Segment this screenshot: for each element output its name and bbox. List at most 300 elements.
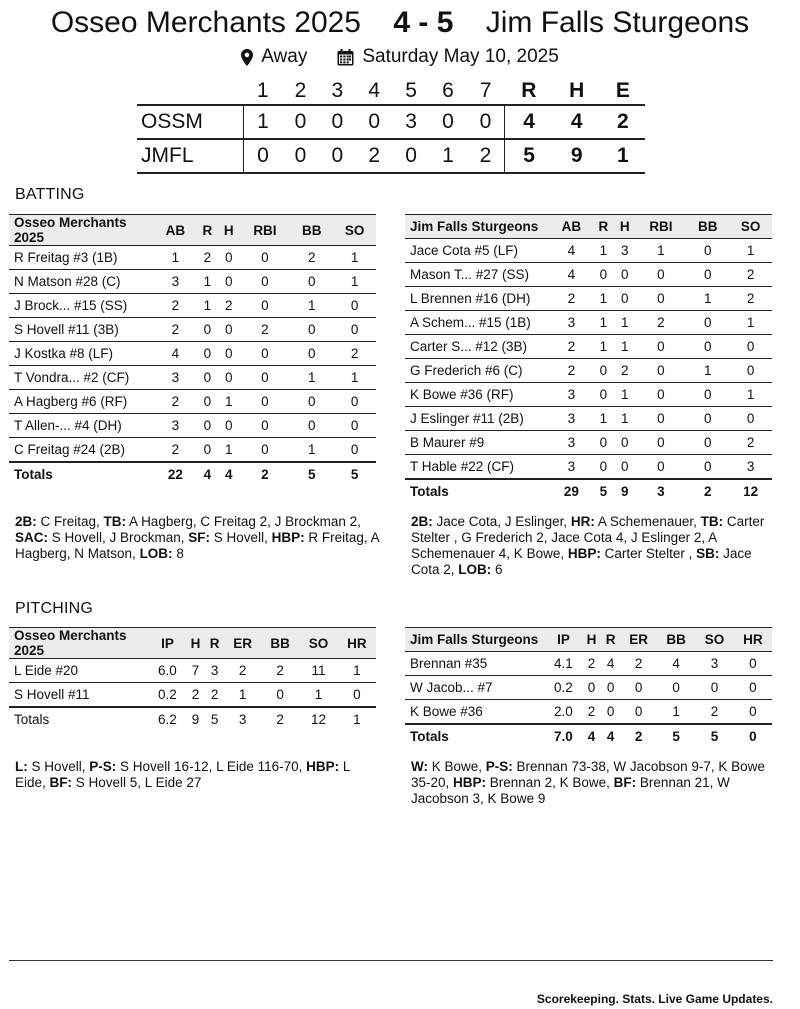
stat-cell: 0: [614, 263, 635, 287]
stat-cell: 5: [205, 707, 224, 731]
stat-cell: 0: [197, 342, 218, 366]
stat-cell: 1: [729, 311, 772, 335]
stat-cell: 2: [635, 311, 686, 335]
stat-cell: 2: [218, 294, 239, 318]
stat-cell: 9: [186, 707, 205, 731]
stat-cell: 0: [218, 366, 239, 390]
stat-cell: 7: [186, 659, 205, 683]
totals-label: Totals: [9, 462, 154, 486]
player-name: L Eide #20: [9, 659, 149, 683]
inning-runs: 0: [405, 144, 417, 167]
player-name: W Jacob... #7: [405, 676, 545, 700]
pitching-table-away: [405, 627, 772, 748]
note-key: BF:: [49, 775, 73, 790]
batting-notes-home: [15, 514, 380, 562]
stat-cell: 1: [154, 246, 197, 270]
stat-cell: 0: [593, 455, 614, 480]
note-value: Brennan 2, K Bowe,: [486, 775, 614, 790]
stat-cell: 1: [333, 246, 376, 270]
stat-cell: 3: [635, 479, 686, 503]
date-label: Saturday May 10, 2025: [362, 46, 559, 67]
stat-cell: 0: [686, 407, 729, 431]
note-key: TB:: [700, 514, 724, 529]
team-abbrev: JMFL: [137, 139, 244, 173]
column-header: SO: [729, 215, 772, 239]
stat-cell: 3: [614, 239, 635, 263]
column-header: BB: [686, 215, 729, 239]
column-header: SO: [333, 215, 376, 246]
note-value: S Hovell, J Brockman,: [48, 530, 189, 545]
footer-tagline: Scorekeeping. Stats. Live Game Updates.: [536, 992, 773, 1006]
stat-cell: 0: [734, 724, 772, 748]
stat-cell: 0: [197, 414, 218, 438]
stat-cell: 1: [333, 366, 376, 390]
stat-cell: 0: [290, 414, 333, 438]
player-name: T Hable #22 (CF): [405, 455, 550, 480]
location-label: Away: [261, 46, 308, 67]
stat-cell: 1: [333, 270, 376, 294]
pitching-section-label: PITCHING: [15, 600, 94, 617]
game-title: [0, 6, 800, 40]
map-pin-icon: [241, 49, 253, 66]
player-name: J Brock... #15 (SS): [9, 294, 154, 318]
column-header: RBI: [239, 215, 290, 246]
inning-header: 4: [368, 79, 381, 102]
footer-divider: [9, 960, 773, 961]
stat-cell: 2: [224, 659, 261, 683]
inning-header: 5: [405, 79, 417, 102]
total-runs: 4: [505, 105, 553, 139]
stat-cell: 1: [593, 239, 614, 263]
total-errors: 1: [616, 144, 629, 167]
stat-cell: 6.0: [149, 659, 186, 683]
inning-header: 3: [331, 79, 344, 102]
inning-runs: 0: [331, 144, 344, 167]
stat-cell: 1: [614, 335, 635, 359]
column-header: ER: [620, 628, 657, 652]
stat-cell: 3: [550, 383, 593, 407]
line-score-header: [137, 78, 645, 105]
stat-cell: 0: [197, 438, 218, 463]
stat-cell: 0.2: [149, 683, 186, 708]
total-errors: 2: [616, 110, 629, 133]
column-header: AB: [154, 215, 197, 246]
stat-cell: 2: [186, 683, 205, 708]
stat-cell: 0: [239, 294, 290, 318]
inning-runs: 3: [405, 110, 417, 133]
player-name: T Allen-... #4 (DH): [9, 414, 154, 438]
column-header: SO: [299, 628, 337, 659]
stat-cell: 0: [290, 390, 333, 414]
column-header: H: [582, 628, 601, 652]
stat-cell: 2: [261, 707, 299, 731]
stat-cell: 1: [290, 438, 333, 463]
table-row: [405, 407, 772, 431]
stat-cell: 2: [620, 724, 657, 748]
column-header: IP: [545, 628, 582, 652]
column-header: H: [186, 628, 205, 659]
stat-cell: 1: [729, 239, 772, 263]
stat-cell: 22: [154, 462, 197, 486]
note-value: A Hagberg, C Freitag 2, J Brockman 2,: [126, 514, 361, 529]
column-header: ER: [224, 628, 261, 659]
game-info: [0, 46, 800, 68]
column-header: HR: [734, 628, 772, 652]
player-name: Brennan #35: [405, 652, 545, 676]
note-value: A Schemenauer,: [594, 514, 701, 529]
stat-cell: 0: [734, 676, 772, 700]
stat-cell: 0: [333, 414, 376, 438]
column-header: BB: [261, 628, 299, 659]
stat-cell: 2: [154, 318, 197, 342]
note-value: Brennan 73-38, W Jacobson 9-7, K Bowe 35-20,: [411, 759, 765, 790]
stat-cell: 0: [657, 676, 695, 700]
stat-cell: 0: [620, 700, 657, 725]
player-name: J Eslinger #11 (2B): [405, 407, 550, 431]
note-key: P-S:: [89, 759, 117, 774]
stat-cell: 0: [333, 438, 376, 463]
stat-cell: 0: [338, 683, 376, 708]
table-row: [9, 390, 376, 414]
column-header: HR: [338, 628, 376, 659]
stat-cell: 2: [686, 479, 729, 503]
note-key: LOB:: [458, 562, 492, 577]
stat-cell: 3: [154, 366, 197, 390]
inning-header: 1: [256, 79, 269, 102]
stat-cell: 2: [261, 659, 299, 683]
line-score-table: [137, 78, 645, 174]
column-header: SO: [695, 628, 733, 652]
stat-cell: 0: [290, 270, 333, 294]
stat-cell: 0: [218, 414, 239, 438]
note-value: S Hovell 5, L Eide 27: [72, 775, 202, 790]
player-name: Mason T... #27 (SS): [405, 263, 550, 287]
line-score-row: [137, 105, 645, 139]
stat-cell: 1: [197, 270, 218, 294]
column-header: R: [205, 628, 224, 659]
stat-cell: 1: [338, 659, 376, 683]
stat-cell: 0: [218, 342, 239, 366]
table-row: [405, 263, 772, 287]
stat-cell: 0: [686, 335, 729, 359]
stat-cell: 0: [261, 683, 299, 708]
stat-cell: 2: [550, 335, 593, 359]
errors-header: E: [615, 79, 630, 102]
stat-cell: 11: [299, 659, 337, 683]
stat-cell: 0: [218, 270, 239, 294]
column-header: BB: [657, 628, 695, 652]
inning-runs: 1: [442, 144, 454, 167]
stat-cell: 2: [290, 246, 333, 270]
stat-cell: 1: [635, 239, 686, 263]
note-key: 2B:: [15, 514, 37, 529]
stat-cell: 0: [686, 455, 729, 480]
note-value: Carter Stelter ,: [600, 546, 697, 561]
note-value: Brennan 21, W Jacobson 3, K Bowe 9: [411, 775, 730, 806]
stat-cell: 0: [333, 390, 376, 414]
batting-table-home: [9, 214, 376, 486]
player-name: G Frederich #6 (C): [405, 359, 550, 383]
note-key: SAC:: [15, 530, 48, 545]
stat-cell: 4: [657, 652, 695, 676]
stat-cell: 3: [154, 414, 197, 438]
note-value: R Freitag, A Hagberg, N Matson,: [15, 530, 379, 561]
player-name: S Hovell #11: [9, 683, 149, 708]
stat-cell: 0: [593, 431, 614, 455]
stat-cell: 2: [729, 287, 772, 311]
stat-cell: 1: [657, 700, 695, 725]
player-name: A Schem... #15 (1B): [405, 311, 550, 335]
stat-cell: 0: [593, 359, 614, 383]
stat-cell: 0: [729, 407, 772, 431]
stat-cell: 4: [197, 462, 218, 486]
stat-cell: 3: [729, 455, 772, 480]
inning-runs: 2: [479, 144, 492, 167]
stat-cell: 5: [333, 462, 376, 486]
stat-cell: 0: [635, 455, 686, 480]
table-row: [405, 335, 772, 359]
stat-cell: 4: [582, 724, 601, 748]
note-key: HBP:: [306, 759, 340, 774]
stat-cell: 1: [290, 366, 333, 390]
stat-cell: 0: [614, 431, 635, 455]
total-runs: 5: [505, 139, 553, 173]
away-team-name: Jim Falls Sturgeons: [485, 6, 750, 39]
stat-cell: 1: [218, 438, 239, 463]
stat-cell: 0: [620, 676, 657, 700]
stat-cell: 3: [550, 455, 593, 480]
stat-cell: 2: [582, 652, 601, 676]
final-score: 4 - 5: [393, 6, 454, 39]
table-row: [9, 342, 376, 366]
stat-cell: 3: [550, 311, 593, 335]
stat-cell: 0: [686, 431, 729, 455]
note-key: SF:: [188, 530, 211, 545]
stat-cell: 0: [734, 652, 772, 676]
player-name: K Bowe #36 (RF): [405, 383, 550, 407]
stat-cell: 0: [333, 294, 376, 318]
totals-row: [405, 479, 772, 503]
stat-cell: 4: [550, 239, 593, 263]
batting-table-away: [405, 214, 772, 503]
batting-header-row: [9, 215, 376, 246]
stat-cell: 1: [593, 335, 614, 359]
note-key: HBP:: [271, 530, 305, 545]
stat-cell: 2: [582, 700, 601, 725]
stat-cell: 2: [550, 287, 593, 311]
batting-notes-away: [411, 514, 776, 578]
stat-cell: 2: [695, 700, 733, 725]
stat-cell: 0: [686, 311, 729, 335]
pitching-notes-home: [15, 759, 380, 791]
pitching-notes-away: [411, 759, 776, 807]
table-row: [9, 318, 376, 342]
stat-cell: 2.0: [545, 700, 582, 725]
note-key: LOB:: [139, 546, 173, 561]
stat-cell: 1: [593, 287, 614, 311]
stat-cell: 3: [205, 659, 224, 683]
stat-cell: 0: [686, 383, 729, 407]
stat-cell: 0.2: [545, 676, 582, 700]
pitching-header-row: [405, 628, 772, 652]
stat-cell: 0: [635, 431, 686, 455]
team-abbrev: OSSM: [137, 105, 244, 139]
stat-cell: 1: [593, 407, 614, 431]
table-row: [9, 294, 376, 318]
stat-cell: 2: [154, 294, 197, 318]
player-name: L Brennen #16 (DH): [405, 287, 550, 311]
column-header: R: [197, 215, 218, 246]
stat-cell: 0: [197, 390, 218, 414]
stat-cell: 0: [635, 359, 686, 383]
stat-cell: 0: [290, 342, 333, 366]
note-value: C Freitag,: [36, 514, 104, 529]
totals-label: Totals: [405, 479, 550, 503]
stat-cell: 0: [635, 383, 686, 407]
table-row: [9, 659, 376, 683]
table-row: [9, 683, 376, 708]
stat-cell: 0: [239, 270, 290, 294]
table-row: [9, 438, 376, 463]
totals-row: [9, 462, 376, 486]
note-value: 8: [172, 546, 184, 561]
stat-cell: 1: [614, 407, 635, 431]
stat-cell: 12: [299, 707, 337, 731]
table-row: [405, 383, 772, 407]
column-header: R: [593, 215, 614, 239]
table-row: [405, 287, 772, 311]
stat-cell: 0: [729, 335, 772, 359]
inning-runs: 0: [368, 110, 381, 133]
inning-runs: 0: [294, 110, 307, 133]
note-value: S Hovell 16-12, L Eide 116-70,: [116, 759, 307, 774]
note-key: HBP:: [453, 775, 487, 790]
team-column-header: Osseo Merchants 2025: [9, 215, 154, 246]
stat-cell: 0: [635, 407, 686, 431]
stat-cell: 1: [729, 383, 772, 407]
inning-header: 2: [294, 79, 307, 102]
line-score-row: [137, 139, 645, 173]
stat-cell: 0: [593, 383, 614, 407]
stat-cell: 0: [290, 318, 333, 342]
stat-cell: 0: [239, 438, 290, 463]
stat-cell: 3: [224, 707, 261, 731]
note-value: S Hovell,: [210, 530, 272, 545]
stat-cell: 2: [620, 652, 657, 676]
stat-cell: 2: [197, 246, 218, 270]
stat-cell: 4: [154, 342, 197, 366]
stat-cell: 1: [290, 294, 333, 318]
player-name: C Freitag #24 (2B): [9, 438, 154, 463]
table-row: [405, 239, 772, 263]
table-row: [405, 652, 772, 676]
note-key: BF:: [613, 775, 637, 790]
player-name: K Bowe #36: [405, 700, 545, 725]
stat-cell: 4: [218, 462, 239, 486]
stat-cell: 9: [614, 479, 635, 503]
stat-cell: 0: [197, 366, 218, 390]
table-row: [405, 455, 772, 480]
stat-cell: 5: [593, 479, 614, 503]
inning-header: 7: [479, 79, 492, 102]
note-key: L:: [15, 759, 28, 774]
stat-cell: 0: [601, 676, 620, 700]
table-row: [405, 359, 772, 383]
table-row: [405, 700, 772, 725]
note-value: Carter Stelter , G Frederich 2, Jace Cota 4, J Eslinger 2, A Schemenauer 4, K Bowe,: [411, 514, 765, 561]
table-row: [9, 366, 376, 390]
stat-cell: 1: [338, 707, 376, 731]
inning-runs: 0: [331, 110, 344, 133]
stat-cell: 0: [593, 263, 614, 287]
stat-cell: 0: [239, 390, 290, 414]
calendar-icon: [337, 49, 354, 66]
note-key: HBP:: [567, 546, 601, 561]
player-name: S Hovell #11 (3B): [9, 318, 154, 342]
stat-cell: 0: [239, 366, 290, 390]
hits-header: H: [569, 79, 585, 102]
stat-cell: 5: [695, 724, 733, 748]
stat-cell: 0: [218, 246, 239, 270]
stat-cell: 6.2: [149, 707, 186, 731]
stat-cell: 2: [154, 438, 197, 463]
stat-cell: 0: [635, 287, 686, 311]
stat-cell: 0: [686, 239, 729, 263]
stat-cell: 0: [582, 676, 601, 700]
inning-runs: 1: [257, 110, 269, 133]
stat-cell: 0: [218, 318, 239, 342]
stat-cell: 0: [729, 359, 772, 383]
column-header: BB: [290, 215, 333, 246]
stat-cell: 1: [197, 294, 218, 318]
inning-runs: 2: [368, 144, 381, 167]
stat-cell: 3: [695, 652, 733, 676]
note-key: HR:: [570, 514, 595, 529]
home-team-name: Osseo Merchants 2025: [50, 6, 361, 39]
stat-cell: 29: [550, 479, 593, 503]
stat-cell: 2: [333, 342, 376, 366]
stat-cell: 4: [601, 724, 620, 748]
totals-row: [405, 724, 772, 748]
player-name: B Maurer #9: [405, 431, 550, 455]
table-row: [9, 414, 376, 438]
player-name: N Matson #28 (C): [9, 270, 154, 294]
stat-cell: 1: [686, 359, 729, 383]
stat-cell: 1: [614, 383, 635, 407]
note-value: K Bowe,: [428, 759, 486, 774]
note-key: W:: [411, 759, 428, 774]
table-row: [405, 311, 772, 335]
stat-cell: 3: [550, 431, 593, 455]
stat-cell: 1: [224, 683, 261, 708]
table-row: [405, 676, 772, 700]
stat-cell: 0: [239, 414, 290, 438]
stat-cell: 0: [686, 263, 729, 287]
total-hits: 9: [570, 144, 583, 167]
stat-cell: 0: [614, 455, 635, 480]
stat-cell: 5: [290, 462, 333, 486]
column-header: IP: [149, 628, 186, 659]
column-header: H: [218, 215, 239, 246]
stat-cell: 0: [614, 287, 635, 311]
column-header: AB: [550, 215, 593, 239]
stat-cell: 4: [550, 263, 593, 287]
table-row: [9, 246, 376, 270]
totals-label: Totals: [9, 707, 149, 731]
stat-cell: 0: [635, 263, 686, 287]
table-row: [405, 431, 772, 455]
note-value: L Eide,: [15, 759, 350, 790]
